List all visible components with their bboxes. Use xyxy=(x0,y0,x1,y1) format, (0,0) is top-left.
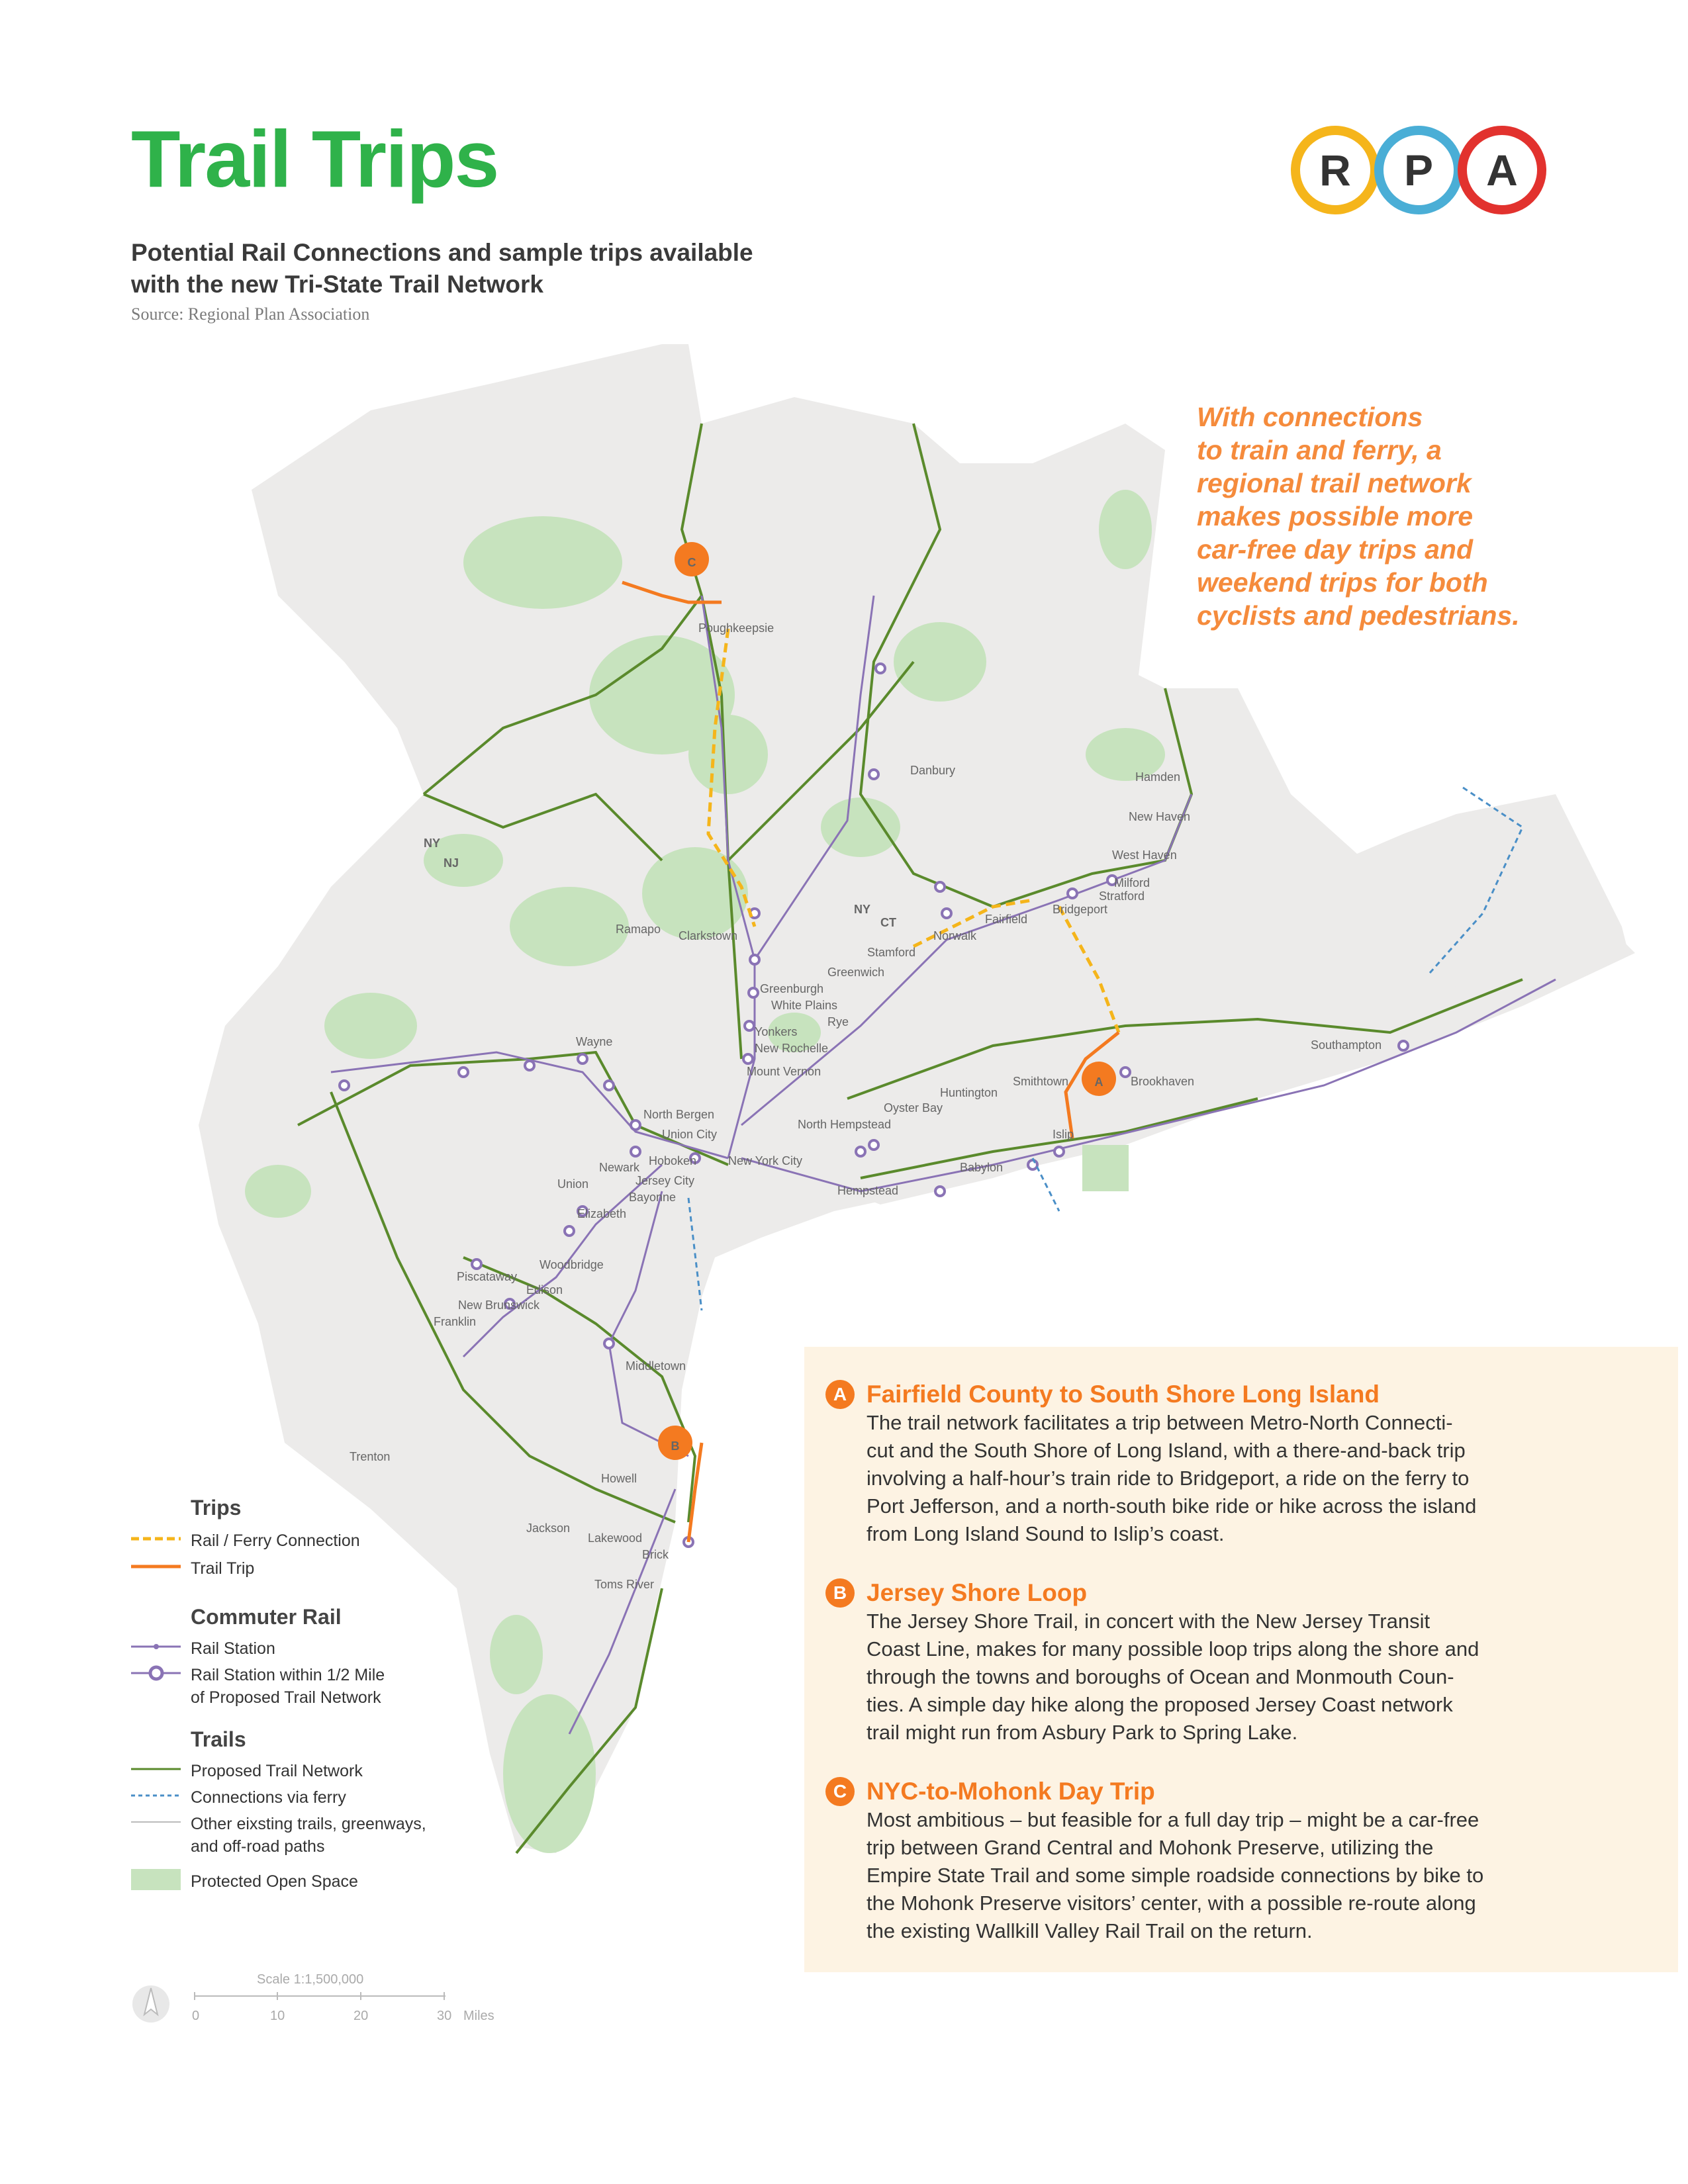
scale-tick: 20 xyxy=(353,2009,369,2023)
place-label: Smithtown xyxy=(1013,1075,1069,1088)
ferry-line-icon xyxy=(131,1782,181,1809)
place-label: Brookhaven xyxy=(1131,1075,1195,1088)
page-subtitle xyxy=(131,237,793,300)
legend-line: and off-road paths xyxy=(191,1837,325,1856)
text-line: Most ambitious – but feasible for a full day trip – might be a car-free xyxy=(867,1808,1479,1831)
place-label: White Plains xyxy=(771,999,838,1012)
text-line: Empire State Trail and some simple roadside connections by bike to xyxy=(867,1864,1484,1887)
trip-c-text xyxy=(867,1806,1660,1945)
rail-station-icon xyxy=(131,1633,181,1660)
text-line: through the towns and boroughs of Ocean and Monmouth Coun- xyxy=(867,1665,1454,1688)
legend-trail-trip: Trail Trip xyxy=(131,1553,528,1580)
text-line: from Long Island Sound to Islip’s coast. xyxy=(867,1522,1225,1545)
place-label: Bayonne xyxy=(629,1191,677,1204)
svg-text:CT: CT xyxy=(880,916,896,929)
legend-rail-ferry: Rail / Ferry Connection xyxy=(131,1525,528,1552)
callout-line: cyclists and pedestrians. xyxy=(1197,600,1520,631)
svg-text:C: C xyxy=(687,556,696,569)
svg-text:NY: NY xyxy=(854,903,871,916)
place-label: Lakewood xyxy=(588,1531,643,1545)
trip-a-text xyxy=(867,1409,1660,1548)
legend-rail-station-near xyxy=(131,1660,528,1709)
place-label: Jackson xyxy=(526,1522,571,1535)
trip-b-title: Jersey Shore Loop xyxy=(867,1579,1088,1606)
place-label: Ramapo xyxy=(616,923,661,936)
text-line: involving a half-hour’s train ride to Bridgeport, a ride on the ferry to xyxy=(867,1467,1470,1490)
trip-b xyxy=(825,1578,1660,1747)
place-label: Norwalk xyxy=(933,929,977,942)
scale-line xyxy=(194,1989,452,2003)
legend-open-space: Protected Open Space xyxy=(131,1866,528,1893)
trip-descriptions xyxy=(804,1347,1678,1972)
svg-text:B: B xyxy=(671,1439,680,1453)
callout-line: weekend trips for both xyxy=(1197,567,1488,598)
legend-heading-trips: Trips xyxy=(191,1496,242,1520)
trail-trip-line-icon xyxy=(131,1553,181,1580)
place-label: Yonkers xyxy=(755,1025,798,1038)
callout-line: to train and ferry, a xyxy=(1197,435,1442,465)
place-label: North Bergen xyxy=(643,1108,715,1121)
trip-c-badge: C xyxy=(825,1777,855,1806)
place-label: Hempstead xyxy=(837,1184,899,1197)
legend-line: Rail Station within 1/2 Mile xyxy=(191,1666,385,1684)
trip-a-badge: A xyxy=(825,1380,855,1409)
place-label: New Rochelle xyxy=(755,1042,829,1055)
place-label: Babylon xyxy=(960,1161,1004,1174)
place-label: Hamden xyxy=(1135,770,1181,784)
place-label: Fairfield xyxy=(985,913,1028,926)
text-line: Coast Line, makes for many possible loop trips along the shore and xyxy=(867,1637,1479,1661)
place-label: Mount Vernon xyxy=(747,1065,821,1078)
place-label: Trenton xyxy=(350,1450,391,1463)
rail-station-near-trail-icon xyxy=(131,1660,181,1686)
place-label: Clarkstown xyxy=(679,929,738,942)
trip-a-title: Fairfield County to South Shore Long Island xyxy=(867,1381,1380,1408)
logo-letter-r: R xyxy=(1291,126,1380,214)
legend-heading-rail: Commuter Rail xyxy=(191,1605,342,1629)
place-label: Southampton xyxy=(1311,1038,1382,1052)
place-label: Islip xyxy=(1053,1128,1074,1141)
rpa-logo xyxy=(1291,126,1549,212)
page-title: Trail Trips xyxy=(131,114,498,204)
text-line: trip between Grand Central and Mohonk Preserve, utilizing the xyxy=(867,1836,1434,1859)
place-label: Oyster Bay xyxy=(884,1101,943,1115)
trip-a xyxy=(825,1380,1660,1548)
place-label: New York City xyxy=(728,1154,803,1167)
rail-ferry-line-icon xyxy=(131,1525,181,1552)
legend-proposed-trail: Proposed Trail Network xyxy=(131,1756,528,1782)
place-label: Greenwich xyxy=(827,966,885,979)
place-label: Union City xyxy=(662,1128,718,1141)
place-label: Toms River xyxy=(594,1578,655,1591)
callout-line: makes possible more xyxy=(1197,501,1474,531)
legend-ferry: Connections via ferry xyxy=(131,1782,528,1809)
trip-b-badge: B xyxy=(825,1578,855,1608)
text-line: the existing Wallkill Valley Rail Trail on the return. xyxy=(867,1919,1313,1942)
trip-b-text xyxy=(867,1608,1660,1747)
place-label: Greenburgh xyxy=(760,982,824,995)
place-label: Elizabeth xyxy=(577,1207,627,1220)
north-arrow-icon xyxy=(131,1980,171,2026)
place-label: Edison xyxy=(526,1283,563,1297)
trip-c xyxy=(825,1777,1660,1945)
place-label: Milford xyxy=(1114,876,1150,889)
subtitle-line: with the new Tri-State Trail Network xyxy=(131,271,543,298)
text-line: ties. A simple day hike along the proposed Jersey Coast network xyxy=(867,1693,1453,1716)
scale-bar xyxy=(131,1972,528,2038)
text-line: Port Jefferson, and a north-south bike ride or hike across the island xyxy=(867,1494,1477,1518)
legend-line: of Proposed Trail Network xyxy=(191,1688,381,1707)
text-line: cut and the South Shore of Long Island, with a there-and-back trip xyxy=(867,1439,1466,1462)
text-line: The trail network facilitates a trip between Metro-North Connecti- xyxy=(867,1411,1453,1434)
place-label: Hoboken xyxy=(649,1154,697,1167)
place-label: Bridgeport xyxy=(1053,903,1108,916)
place-label: Piscataway xyxy=(457,1270,518,1283)
place-label: Stamford xyxy=(867,946,916,959)
text-line: the Mohonk Preserve visitors’ center, with a possible re-route along xyxy=(867,1891,1476,1915)
callout-line: With connections xyxy=(1197,402,1423,432)
svg-text:A: A xyxy=(1094,1075,1103,1089)
text-line: trail might run from Asbury Park to Spring Lake. xyxy=(867,1721,1298,1744)
scale-tick: 0 xyxy=(192,2009,200,2023)
subtitle-line: Potential Rail Connections and sample trips available xyxy=(131,239,753,266)
place-label: Jersey City xyxy=(635,1174,695,1187)
open-space-swatch-icon xyxy=(131,1866,181,1893)
svg-text:NY: NY xyxy=(424,837,441,850)
logo-letter-a: A xyxy=(1458,126,1546,214)
place-label: Union xyxy=(557,1177,589,1191)
scale-unit: Miles xyxy=(463,2009,494,2023)
proposed-trail-line-icon xyxy=(131,1756,181,1782)
place-label: Howell xyxy=(601,1472,637,1485)
place-label: Franklin xyxy=(434,1315,477,1328)
scale-label: Scale 1:1,500,000 xyxy=(257,1972,364,1987)
callout-line: car-free day trips and xyxy=(1197,534,1473,565)
source-note: Source: Regional Plan Association xyxy=(131,304,370,324)
place-label: Wayne xyxy=(576,1035,613,1048)
place-label: Poughkeepsie xyxy=(698,621,774,635)
scale-tick: 30 xyxy=(437,2009,452,2023)
place-label: Huntington xyxy=(940,1086,998,1099)
logo-letter-p: P xyxy=(1374,126,1463,214)
place-label: Woodbridge xyxy=(539,1258,604,1271)
callout-text xyxy=(1197,400,1581,632)
legend-heading-trails: Trails xyxy=(191,1727,246,1751)
legend-rail-station: Rail Station xyxy=(131,1633,528,1660)
trip-c-title: NYC-to-Mohonk Day Trip xyxy=(867,1778,1155,1805)
place-label: North Hempstead xyxy=(798,1118,892,1131)
place-label: Stratford xyxy=(1099,889,1145,903)
place-label: New Haven xyxy=(1129,810,1191,823)
callout-line: regional trail network xyxy=(1197,468,1472,498)
place-label: Danbury xyxy=(910,764,956,777)
place-label: Rye xyxy=(827,1015,849,1028)
place-label: New Brunswick xyxy=(458,1298,540,1312)
other-trails-line-icon xyxy=(131,1809,181,1835)
text-line: The Jersey Shore Trail, in concert with the New Jersey Transit xyxy=(867,1610,1430,1633)
place-label: Newark xyxy=(599,1161,640,1174)
place-label: West Haven xyxy=(1112,848,1177,862)
legend-line: Other eixsting trails, greenways, xyxy=(191,1815,426,1833)
legend-other-trails xyxy=(131,1809,528,1858)
svg-text:NJ: NJ xyxy=(444,856,459,870)
place-label: Brick xyxy=(642,1548,669,1561)
place-label: Middletown xyxy=(626,1359,686,1373)
scale-tick: 10 xyxy=(270,2009,285,2023)
